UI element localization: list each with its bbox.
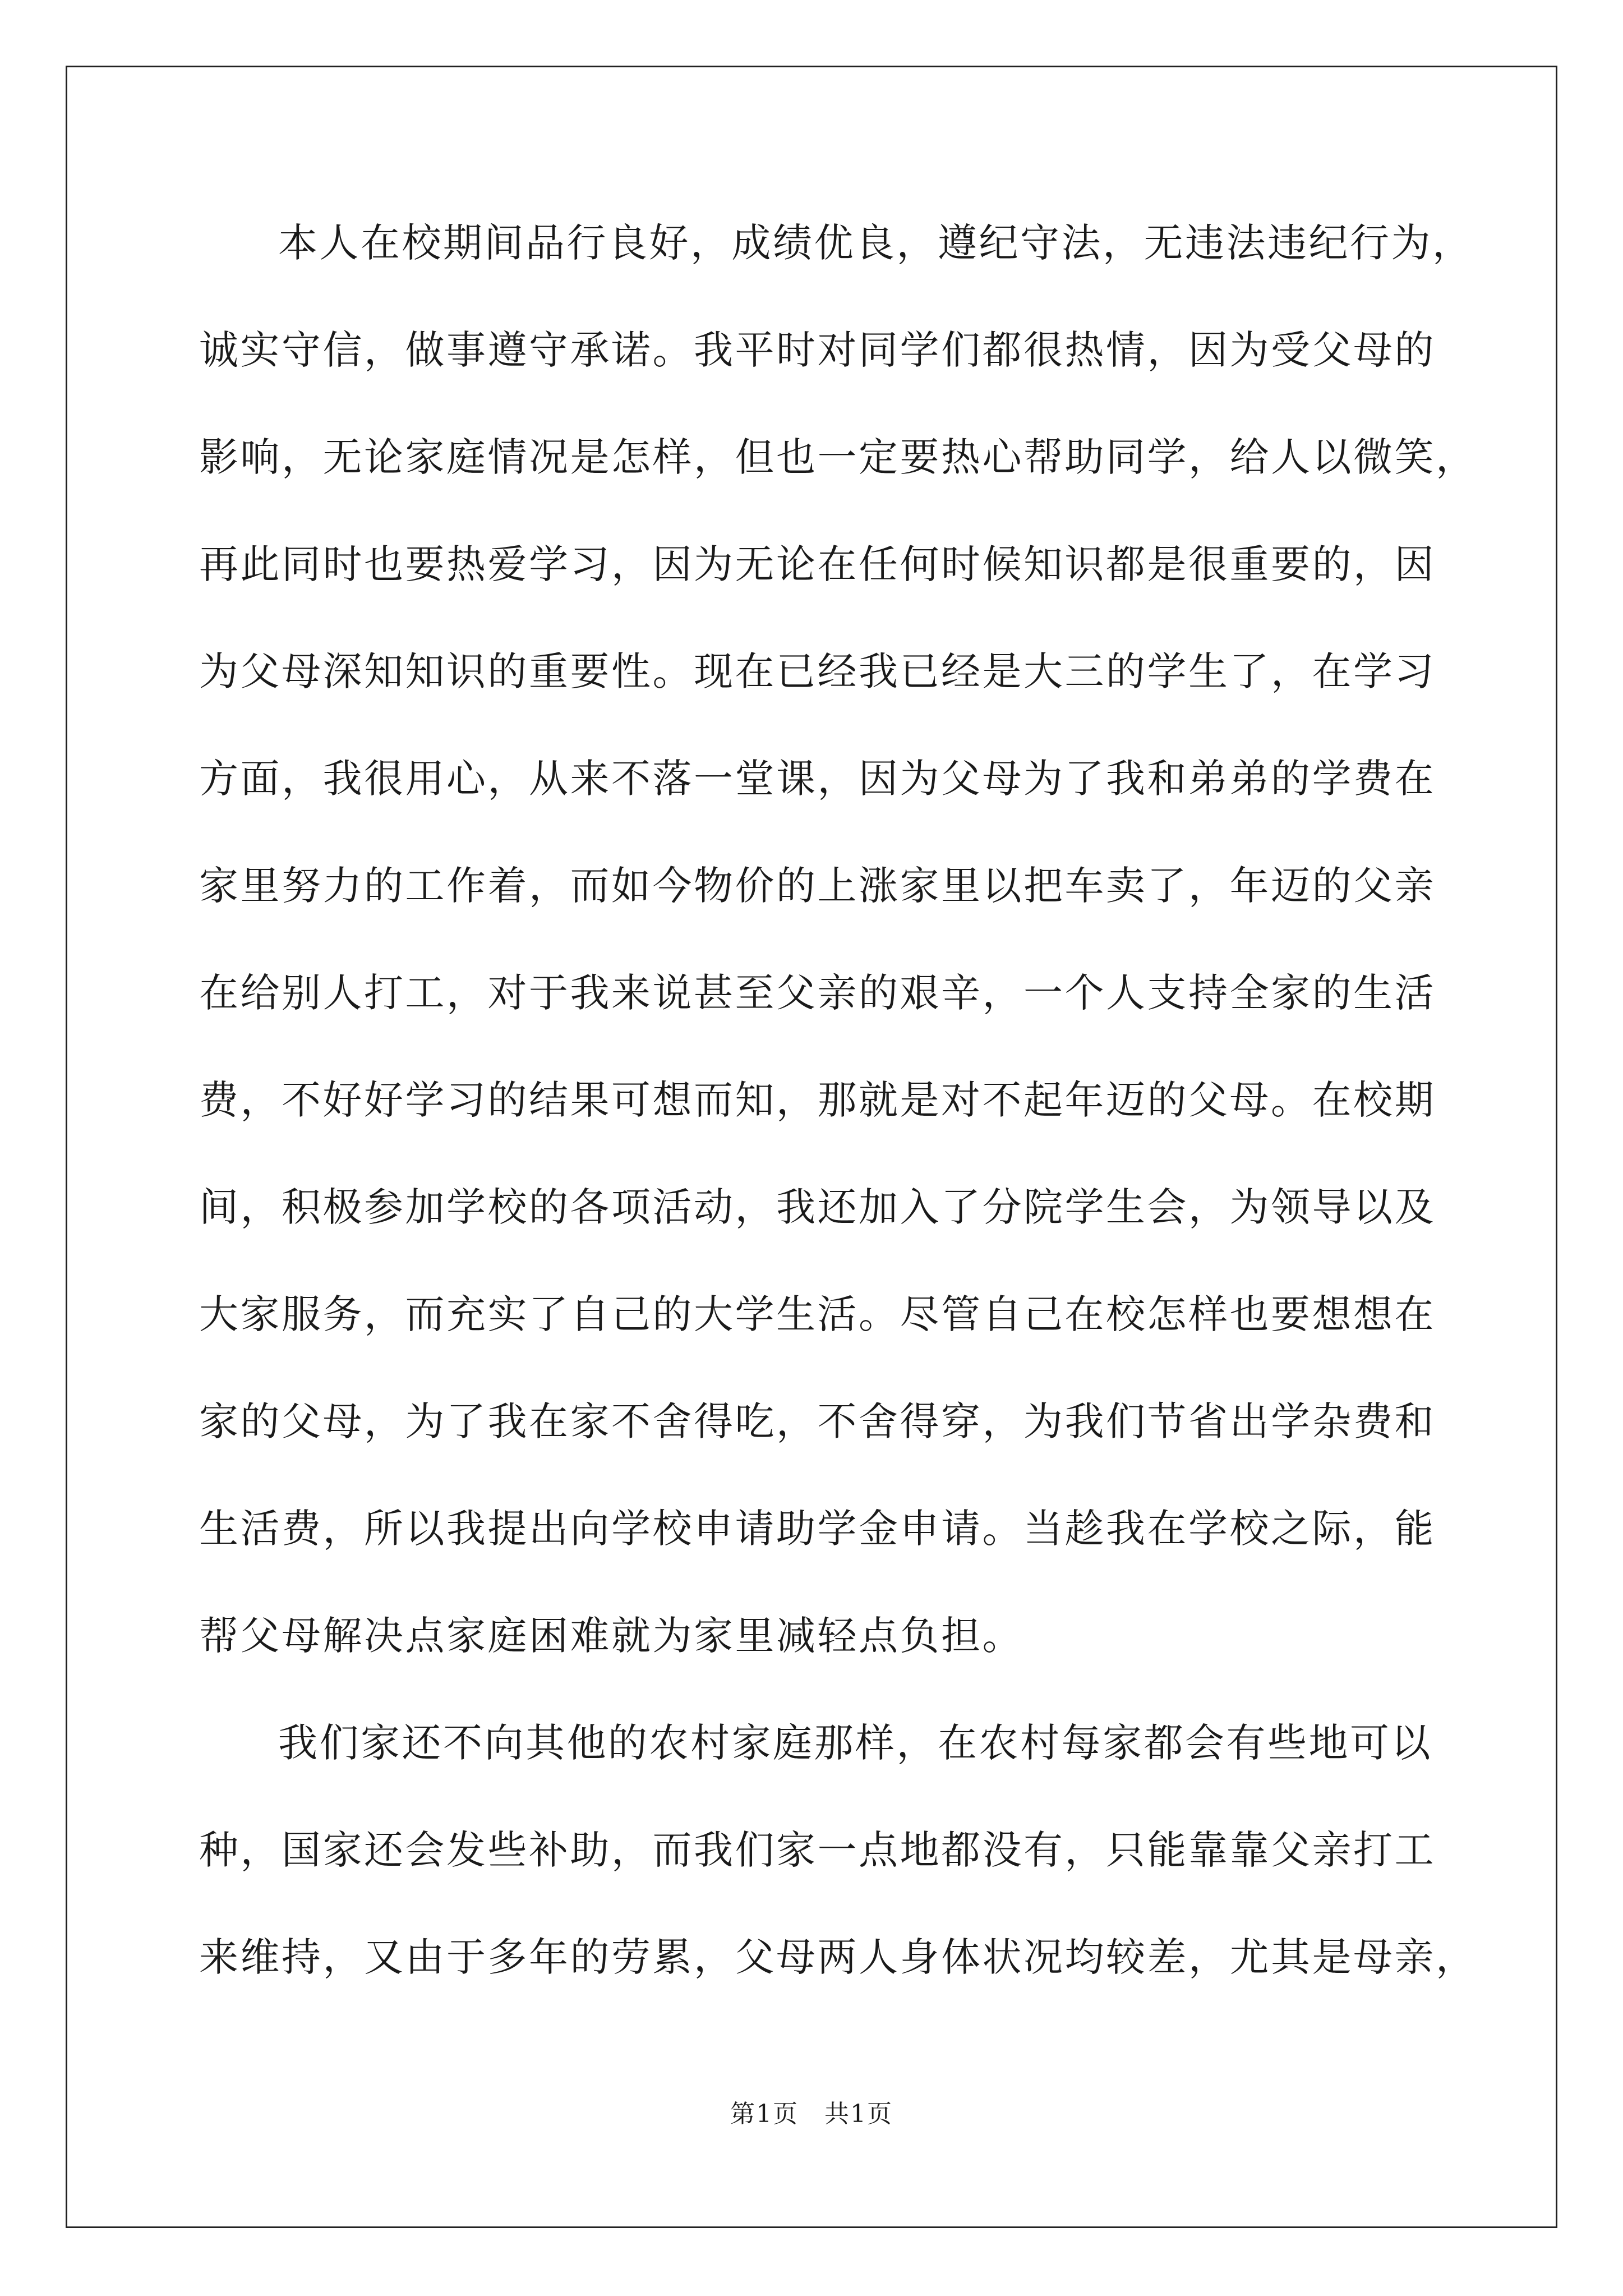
paragraph-1-line: 家的父母，为了我在家不舍得吃，不舍得穿，为我们节省出学杂费和 [199, 1398, 1436, 1444]
paragraph-1-line: 生活费，所以我提出向学校申请助学金申请。当趁我在学校之际，能 [199, 1506, 1436, 1552]
paragraph-1-line: 本人在校期间品行良好，成绩优良，遵纪守法，无违法违纪行为， [278, 220, 1474, 266]
paragraph-1-line: 方面，我很用心，从来不落一堂课，因为父母为了我和弟弟的学费在 [199, 756, 1436, 802]
paragraph-1-line: 影响，无论家庭情况是怎样，但也一定要热心帮助同学，给人以微笑， [199, 434, 1477, 480]
paragraph-1-line: 再此同时也要热爱学习，因为无论在任何时候知识都是很重要的，因 [199, 541, 1436, 587]
paragraph-1-line: 诚实守信，做事遵守承诺。我平时对同学们都很热情，因为受父母的 [199, 327, 1436, 373]
paragraph-1-line: 间，积极参加学校的各项活动，我还加入了分院学生会，为领导以及 [199, 1184, 1436, 1230]
paragraph-2-line: 种，国家还会发些补助，而我们家一点地都没有，只能靠靠父亲打工 [199, 1827, 1436, 1873]
paragraph-1-line: 帮父母解决点家庭困难就为家里减轻点负担。 [199, 1613, 1023, 1659]
paragraph-1-line: 在给别人打工，对于我来说甚至父亲的艰辛，一个人支持全家的生活 [199, 970, 1436, 1016]
page-number-footer: 第1页 共1页 [730, 2100, 893, 2128]
body-text [199, 217, 1477, 2039]
paragraph-2-line: 来维持，又由于多年的劳累，父母两人身体状况均较差，尤其是母亲， [199, 1934, 1477, 1980]
paragraph-1-line: 费，不好好学习的结果可想而知，那就是对不起年迈的父母。在校期 [199, 1077, 1436, 1123]
paragraph-2-line: 我们家还不向其他的农村家庭那样，在农村每家都会有些地可以 [278, 1720, 1432, 1766]
paragraph-1-line: 大家服务，而充实了自己的大学生活。尽管自己在校怎样也要想想在 [199, 1291, 1436, 1337]
paragraph-1-line: 为父母深知知识的重要性。现在已经我已经是大三的学生了，在学习 [199, 648, 1436, 694]
paragraph-1-line: 家里努力的工作着，而如今物价的上涨家里以把车卖了，年迈的父亲 [199, 863, 1436, 909]
